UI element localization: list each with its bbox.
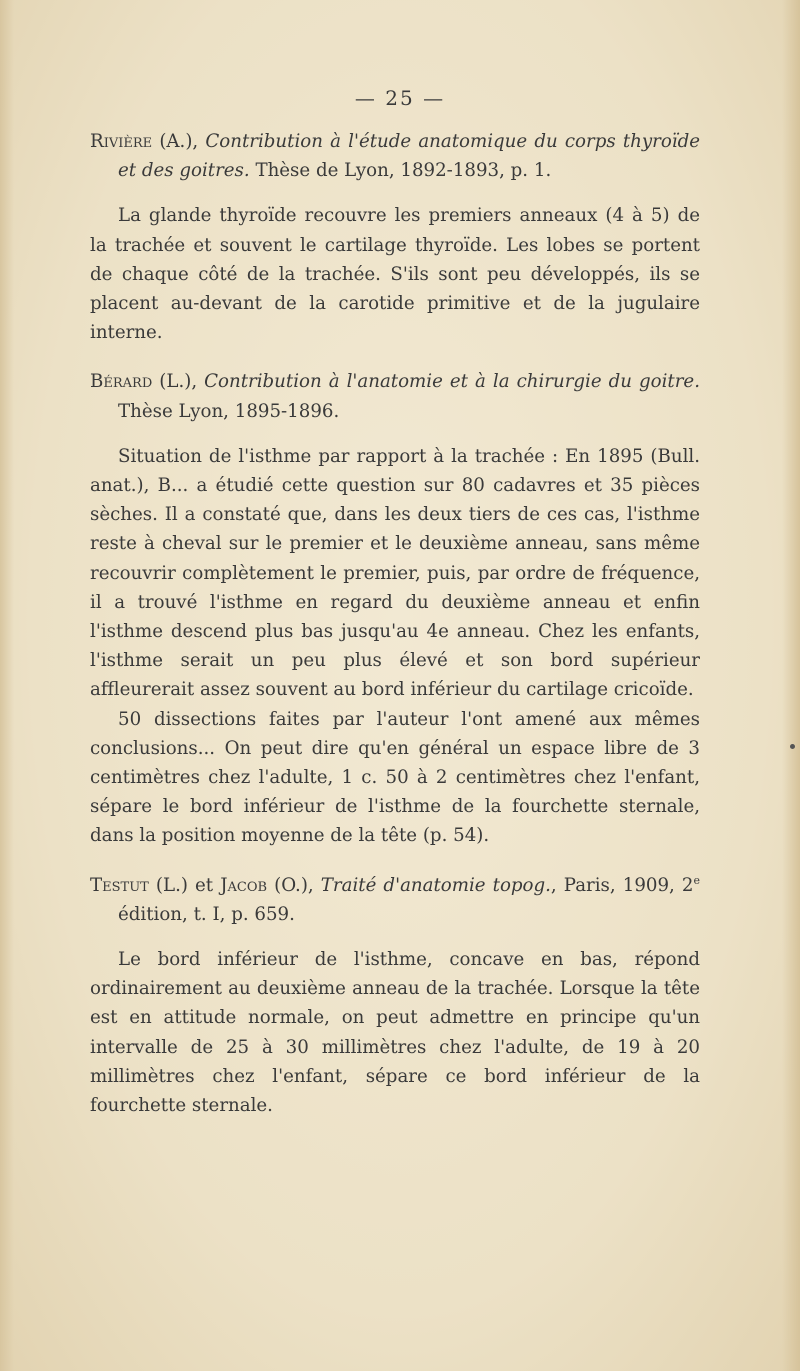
superscript: e bbox=[693, 873, 700, 887]
reference-details: Thèse Lyon, 1895-1896. bbox=[118, 400, 340, 422]
reference-author: Bérard bbox=[90, 371, 153, 393]
page-edge-shadow-left bbox=[0, 0, 14, 1371]
reference-author-initial: (A.), bbox=[159, 131, 206, 152]
reference-author-initial: (O.), bbox=[274, 874, 321, 896]
reference-author: Rivière bbox=[90, 131, 153, 152]
reference-author-initial: (L.), bbox=[159, 371, 205, 393]
reference-title: Traité d'anatomie topog. bbox=[320, 874, 551, 896]
page-number: — 25 — bbox=[354, 86, 446, 110]
document-body bbox=[90, 127, 700, 1120]
ink-speck bbox=[790, 744, 795, 749]
reference-title: Contribution à l'étude anatomique du corps thyroïde et des goitres. bbox=[118, 131, 701, 182]
paragraph: Le bord inférieur de l'isthme, concave en bas, répond ordinairement au deuxième anneau de la trachée. Lorsque la tête est en attitude normale, on peut admettre en principe qu'un intervalle de 25 à 30 millimètres chez l'adulte, de 19 à 20 millimètres chez l'enfant, sépare ce bord inférieur de la fourchette sternale. bbox=[90, 949, 700, 1117]
reference-author-initial: (L.) et bbox=[155, 874, 221, 896]
reference-entry bbox=[90, 367, 700, 425]
reference-author: Testut bbox=[90, 874, 149, 896]
reference-author: Jacob bbox=[220, 874, 268, 896]
reference-details: édition, t. I, p. 659. bbox=[118, 903, 295, 925]
paragraph: 50 dissections faites par l'auteur l'ont amené aux mêmes conclusions... On peut dire qu'en général un espace libre de 3 centimètres chez l'adulte, 1 c. 50 à 2 centimètres chez l'enfant, sépare le bord inférieur de l'isthme de la fourchette sternale, dans la position moyenne de la tête (p. 54). bbox=[90, 708, 700, 847]
paragraph: La glande thyroïde recouvre les premiers anneaux (4 à 5) de la trachée et souvent le cartilage thyroïde. Les lobes se portent de chaque côté de la trachée. S'ils sont peu développés, ils se placent au-devant de la carotide primitive et de la jugulaire interne. bbox=[90, 205, 700, 344]
reference-title: Contribution à l'anatomie et à la chirurgie du goitre. bbox=[204, 371, 700, 393]
paragraph: Situation de l'isthme par rapport à la trachée : En 1895 (Bull. anat.), B... a étudié cette question sur 80 cadavres et 35 pièces sèches. Il a constaté que, dans les deux tiers de ces cas, l'isthme reste à cheval sur le premier et le deuxième anneau, sans même recouvrir complètement le premier, puis, par ordre de fréquence, il a trouvé l'isthme en regard du deuxième anneau et enfin l'isthme descend plus bas jusqu'au 4e anneau. Chez les enfants, l'isthme serait un peu plus élevé et son bord supérieur affleurerait assez souvent au bord inférieur du cartilage cricoïde. bbox=[90, 445, 700, 701]
reference-details: , Paris, 1909, 2 bbox=[550, 874, 694, 896]
reference-entry bbox=[90, 871, 700, 929]
page-edge-shadow-right bbox=[782, 0, 800, 1371]
reference-entry bbox=[90, 127, 700, 185]
reference-details: Thèse de Lyon, 1892-1893, p. 1. bbox=[249, 160, 552, 182]
